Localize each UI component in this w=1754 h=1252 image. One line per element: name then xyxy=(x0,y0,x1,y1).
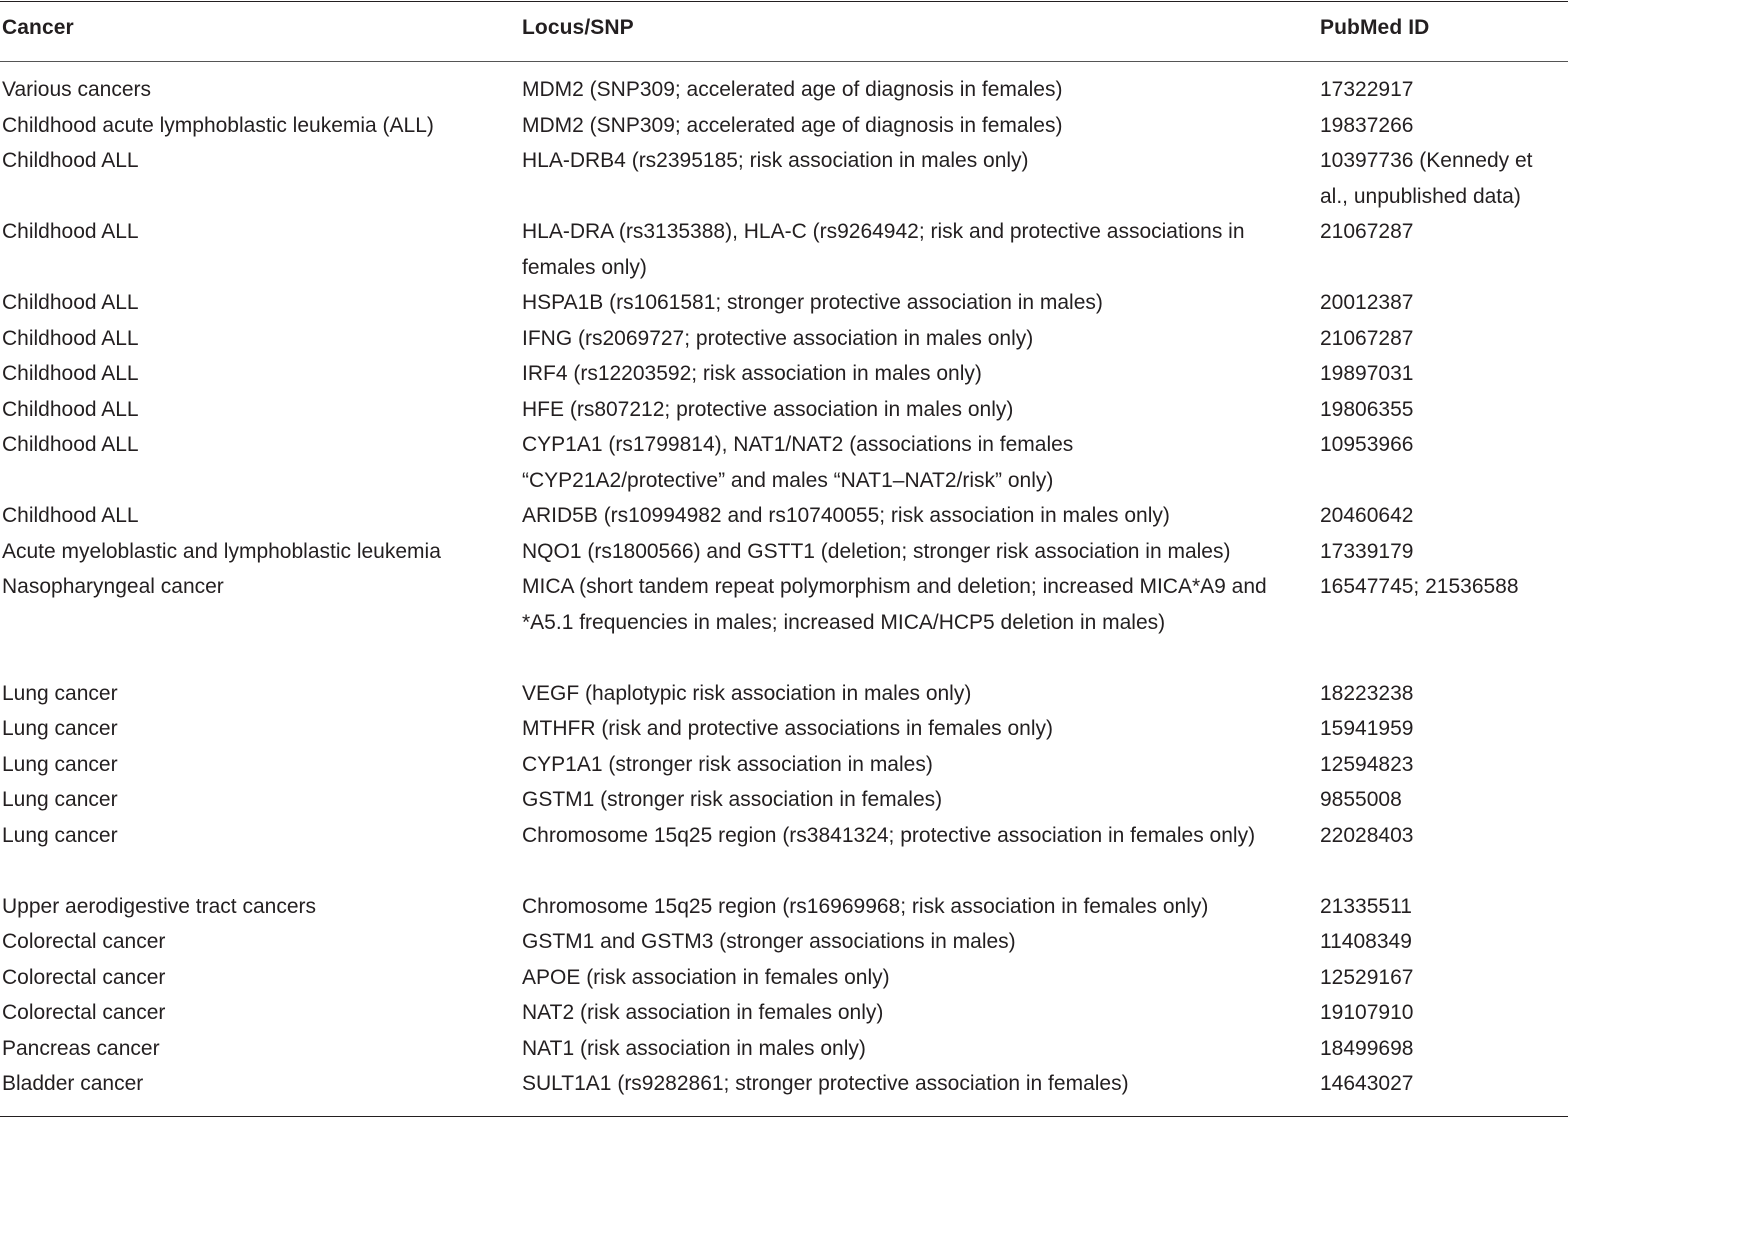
cell-locus: GSTM1 and GSTM3 (stronger associations in males) xyxy=(522,930,1016,953)
cell-locus: CYP1A1 (stronger risk association in males) xyxy=(522,752,933,776)
cell-cancer: Upper aerodigestive tract cancers xyxy=(2,894,316,918)
cell-cancer: Childhood ALL xyxy=(2,220,139,243)
header-cancer: Cancer xyxy=(2,16,74,39)
cell-pubmed: 20460642 xyxy=(1320,504,1414,527)
cell-pubmed: 15941959 xyxy=(1320,717,1414,740)
cell-pubmed: 10397736 (Kennedy et al., unpublished data) xyxy=(1320,149,1533,208)
cell-pubmed: 12594823 xyxy=(1320,752,1414,776)
cell-cancer: Lung cancer xyxy=(2,681,118,705)
cell-cancer: Pancreas cancer xyxy=(2,1036,160,1060)
table-row xyxy=(0,924,1568,960)
cell-cancer: Lung cancer xyxy=(2,823,118,847)
table-row xyxy=(0,569,1568,676)
cell-cancer: Colorectal cancer xyxy=(2,965,166,989)
cell-cancer: Childhood ALL xyxy=(2,504,139,527)
table-row xyxy=(0,747,1568,783)
cell-locus: IRF4 (rs12203592; risk association in males only) xyxy=(522,362,982,385)
cell-locus: MICA (short tandem repeat polymorphism and deletion; increased MICA*A9 and *A5.1 frequencies in males; increased MICA/HCP5 deletion in males) xyxy=(522,575,1267,634)
cell-locus: VEGF (haplotypic risk association in males only) xyxy=(522,681,972,705)
cell-pubmed: 11408349 xyxy=(1320,930,1412,953)
cell-cancer: Various cancers xyxy=(2,78,152,101)
cell-cancer: Childhood ALL xyxy=(2,433,139,456)
cell-locus: HSPA1B (rs1061581; stronger protective association in males) xyxy=(522,291,1103,314)
table-row xyxy=(0,285,1568,321)
cell-cancer: Colorectal cancer xyxy=(2,930,166,953)
cell-cancer: Lung cancer xyxy=(2,717,118,740)
cell-locus: NAT1 (risk association in males only) xyxy=(522,1036,866,1060)
table-row xyxy=(0,498,1568,534)
cell-cancer: Childhood ALL xyxy=(2,397,139,421)
table-row xyxy=(0,534,1568,570)
cell-pubmed: 14643027 xyxy=(1320,1072,1414,1095)
table-row xyxy=(0,818,1568,889)
cell-locus: GSTM1 (stronger risk association in females) xyxy=(522,788,943,811)
table-row xyxy=(0,711,1568,747)
table-body xyxy=(0,72,1568,1102)
table-row xyxy=(0,321,1568,357)
cell-pubmed: 20012387 xyxy=(1320,291,1414,314)
table-header-row xyxy=(0,0,1568,60)
table-row xyxy=(0,427,1568,498)
table-row xyxy=(0,676,1568,712)
cell-locus: HLA-DRA (rs3135388), HLA-C (rs9264942; risk and protective associations in females only) xyxy=(522,220,1245,279)
cell-pubmed: 19107910 xyxy=(1320,1001,1414,1024)
table-row xyxy=(0,782,1568,818)
table-row xyxy=(0,356,1568,392)
cell-locus: HFE (rs807212; protective association in males only) xyxy=(522,397,1014,421)
cell-locus: SULT1A1 (rs9282861; stronger protective association in females) xyxy=(522,1072,1129,1095)
table-row xyxy=(0,995,1568,1031)
header-pubmed-id: PubMed ID xyxy=(1320,16,1430,39)
header-rule xyxy=(0,61,1568,62)
cell-pubmed: 18499698 xyxy=(1320,1036,1414,1060)
cell-pubmed: 16547745; 21536588 xyxy=(1320,575,1519,598)
cell-locus: ARID5B (rs10994982 and rs10740055; risk association in males only) xyxy=(522,504,1170,527)
cell-locus: IFNG (rs2069727; protective association in males only) xyxy=(522,326,1034,350)
cell-pubmed: 17339179 xyxy=(1320,539,1414,563)
table-row xyxy=(0,392,1568,428)
header-locus-snp: Locus/SNP xyxy=(522,16,634,39)
cell-pubmed: 22028403 xyxy=(1320,823,1414,847)
cell-pubmed: 19806355 xyxy=(1320,397,1414,421)
cell-locus: MTHFR (risk and protective associations in females only) xyxy=(522,717,1054,740)
cell-pubmed: 10953966 xyxy=(1320,433,1414,456)
table-row xyxy=(0,960,1568,996)
table-row xyxy=(0,108,1568,144)
cell-cancer: Childhood ALL xyxy=(2,149,139,172)
cell-locus: HLA-DRB4 (rs2395185; risk association in males only) xyxy=(522,149,1029,172)
cell-locus: APOE (risk association in females only) xyxy=(522,965,890,989)
cell-pubmed: 18223238 xyxy=(1320,681,1414,705)
cell-cancer: Childhood ALL xyxy=(2,291,139,314)
table-row xyxy=(0,72,1568,108)
table-row xyxy=(0,889,1568,925)
cell-locus: CYP1A1 (rs1799814), NAT1/NAT2 (associations in females “CYP21A2/protective” and males “NAT1–NAT2/risk” only) xyxy=(522,433,1074,492)
cell-cancer: Acute myeloblastic and lymphoblastic leukemia xyxy=(2,539,441,563)
cell-pubmed: 19897031 xyxy=(1320,362,1414,385)
table-row xyxy=(0,143,1568,214)
cell-pubmed: 21067287 xyxy=(1320,220,1414,243)
cell-locus: MDM2 (SNP309; accelerated age of diagnosis in females) xyxy=(522,78,1063,101)
cell-cancer: Lung cancer xyxy=(2,752,118,776)
cell-pubmed: 19837266 xyxy=(1320,113,1414,137)
table-row xyxy=(0,1066,1568,1102)
cell-locus: NQO1 (rs1800566) and GSTT1 (deletion; stronger risk association in males) xyxy=(522,539,1231,563)
cell-cancer: Colorectal cancer xyxy=(2,1001,166,1024)
cell-cancer: Lung cancer xyxy=(2,788,118,811)
table-bottom-rule xyxy=(0,1116,1568,1117)
table-row xyxy=(0,1031,1568,1067)
cell-cancer: Childhood acute lymphoblastic leukemia (ALL) xyxy=(2,113,434,137)
cell-pubmed: 21067287 xyxy=(1320,326,1414,350)
cell-cancer: Nasopharyngeal cancer xyxy=(2,575,224,598)
cell-pubmed: 9855008 xyxy=(1320,788,1402,811)
cell-locus: NAT2 (risk association in females only) xyxy=(522,1001,884,1024)
cell-locus: Chromosome 15q25 region (rs16969968; risk association in females only) xyxy=(522,894,1209,918)
cell-cancer: Childhood ALL xyxy=(2,326,139,350)
cell-locus: MDM2 (SNP309; accelerated age of diagnosis in females) xyxy=(522,113,1063,137)
cell-pubmed: 12529167 xyxy=(1320,965,1414,989)
cell-cancer: Childhood ALL xyxy=(2,362,139,385)
cell-cancer: Bladder cancer xyxy=(2,1072,144,1095)
cell-locus: Chromosome 15q25 region (rs3841324; protective association in females only) xyxy=(522,823,1256,847)
table-row xyxy=(0,214,1568,285)
cell-pubmed: 21335511 xyxy=(1320,894,1412,918)
cell-pubmed: 17322917 xyxy=(1320,78,1414,101)
